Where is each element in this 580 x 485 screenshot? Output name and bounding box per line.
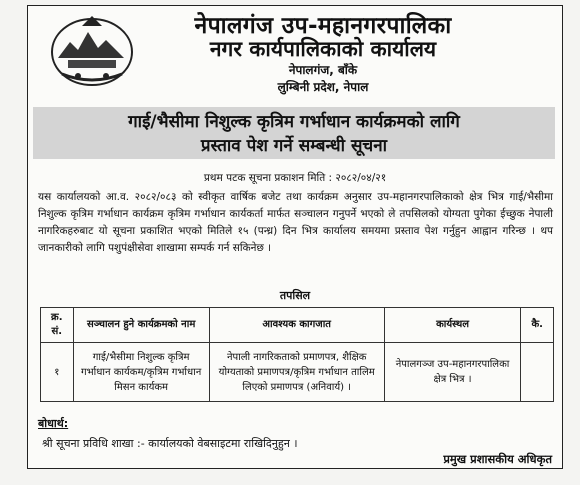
cell-documents: नेपाली नागरिकताको प्रमाणपत्र, शैक्षिक योग्यताको प्रमाणपत्र/कृत्रिम गर्भाधान तालिम लिएको प्रमाणपत्र (अनिवार्य) । — [209, 343, 384, 402]
signatory: प्रमुख प्रशासकीय अधिकृत — [443, 452, 552, 466]
title-line-2: प्रस्ताव पेश गर्ने सम्बन्धी सूचना — [200, 136, 388, 156]
municipality-name: नेपालगंज उप-महानगरपालिका — [194, 13, 452, 39]
cell-program: गाई/भैसीमा निशुल्क कृत्रिम गर्भाधान कार्यकम/कृत्रिम गर्भाधान मिसन कार्यकम — [73, 343, 209, 402]
province-line: लुम्बिनी प्रदेश, नेपाल — [277, 80, 369, 94]
notice-body: यस कार्यालयको आ.व. २०८२/०८३ को स्वीकृत वार्षिक बजेट तथा कार्यक्रम अनुसार उप-महानगरपालिकाको क्षेत्र भित्र गाई/भैसीमा निशुल्क कृत्रिम गर्भाधान कार्यक्रम कृत्रिम गर्भाधान कार्यकर्ता मार्फत सञ्चालन गनुपर्ने भएको ले तपसिलको योग्यता पुगेका ईच्छुक नेपाली नागरिकहरुबाट यो सूचना प्रकाशित भएको मितिले १५ (पन्ध्र) दिन भित्र कार्यालय समयमा प्रस्ताव पेश गर्नुहुन आह्वान गरिन्छ । थप जानकारीको लागि पशुपंक्षीसेवा शाखामा सम्पर्क गर्न सकिनेछ । — [38, 191, 553, 254]
district-line: नेपालगंज, बाँके — [288, 63, 358, 77]
col-location: कार्यस्थल — [384, 308, 521, 343]
notice-title — [33, 107, 555, 159]
cell-location: नेपालगञ्ज उप-महानगरपालिका क्षेत्र भित्र । — [384, 343, 521, 402]
cc-label: बोधार्थ: — [38, 417, 69, 430]
col-documents: आवश्यक कागजात — [209, 308, 384, 343]
col-sn: क्र. सं. — [41, 308, 74, 343]
table-header-row — [41, 308, 554, 343]
cell-remarks — [521, 343, 554, 402]
details-table — [40, 307, 554, 402]
cell-sn: १ — [41, 343, 74, 402]
notice-sheet — [27, 5, 563, 469]
title-line-1: गाई/भैसीमा निशुल्क कृत्रिम गर्भाधान कार्यक्रमको लागि — [128, 112, 460, 132]
cc-note: श्री सूचना प्रविधि शाखा :- कार्यालयको वेबसाइटमा राखिदिनुहुन । — [42, 437, 298, 450]
col-remarks: कै. — [521, 308, 554, 343]
office-name: नगर कार्यपालिकाको कार्यालय — [209, 37, 437, 61]
table-heading: तपसिल — [279, 289, 311, 302]
publication-date: प्रथम पटक सूचना प्रकाशन मिति : २०८२/०४/२१ — [203, 172, 387, 184]
col-program: सञ्चालन हुने कार्यक्रमको नाम — [73, 308, 209, 343]
table-row — [41, 343, 554, 402]
